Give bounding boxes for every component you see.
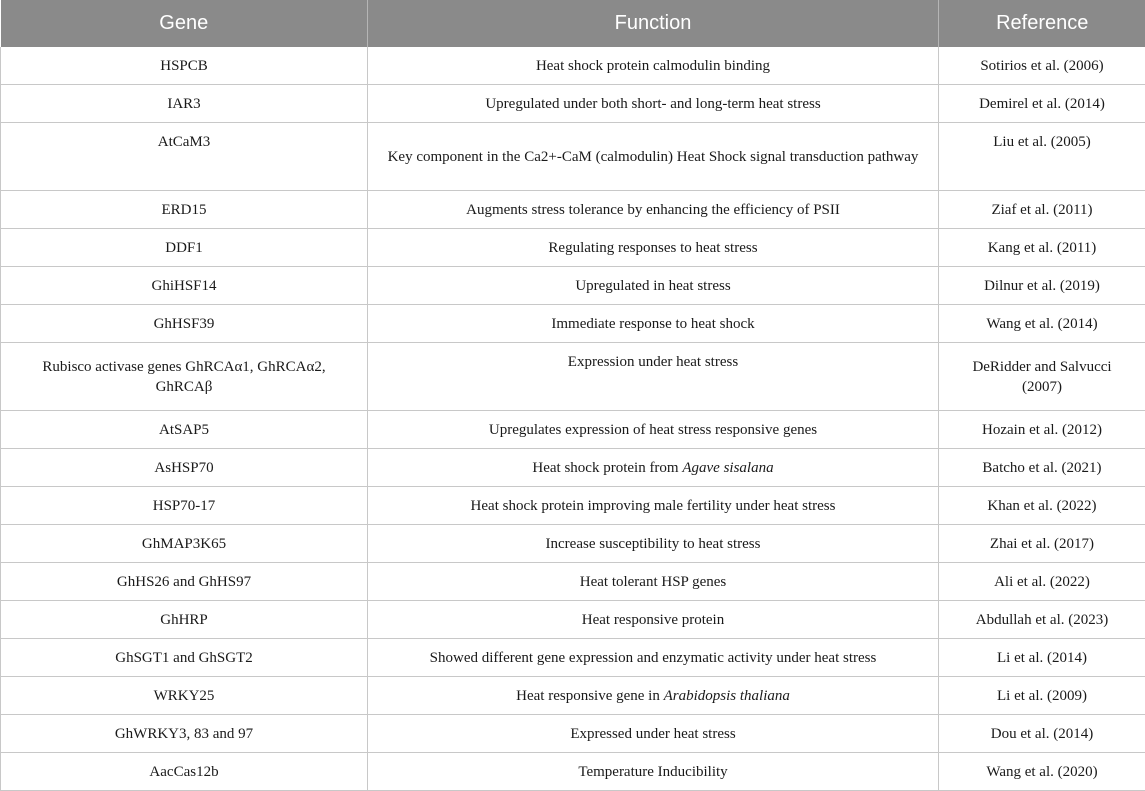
- gene-cell: AtCaM3: [1, 123, 368, 191]
- table-row: [1, 601, 1145, 639]
- table-row: [1, 411, 1145, 449]
- reference-cell: Zhai et al. (2017): [939, 525, 1145, 563]
- header-reference: Reference: [939, 0, 1145, 47]
- reference-cell: Sotirios et al. (2006): [939, 47, 1145, 85]
- table-row: [1, 525, 1145, 563]
- reference-cell: Ali et al. (2022): [939, 563, 1145, 601]
- table-row: [1, 677, 1145, 715]
- reference-cell: Dou et al. (2014): [939, 715, 1145, 753]
- gene-cell: GhHRP: [1, 601, 368, 639]
- reference-cell: Khan et al. (2022): [939, 487, 1145, 525]
- function-cell: Upregulated under both short- and long-term heat stress: [368, 85, 939, 123]
- function-text: Heat shock protein from: [532, 460, 682, 476]
- header-gene: Gene: [1, 0, 368, 47]
- function-cell: Key component in the Ca2+-CaM (calmodulin) Heat Shock signal transduction pathway: [368, 123, 939, 191]
- function-cell: [368, 677, 939, 715]
- gene-cell: Rubisco activase genes GhRCAα1, GhRCAα2, GhRCAβ: [1, 343, 368, 411]
- reference-cell: Hozain et al. (2012): [939, 411, 1145, 449]
- gene-cell: GhiHSF14: [1, 267, 368, 305]
- table-body: [1, 47, 1145, 791]
- table-header: [1, 0, 1145, 47]
- gene-cell: AacCas12b: [1, 753, 368, 791]
- table-row: [1, 343, 1145, 411]
- table-row: [1, 639, 1145, 677]
- reference-cell: Wang et al. (2014): [939, 305, 1145, 343]
- reference-cell: Demirel et al. (2014): [939, 85, 1145, 123]
- function-cell: Heat shock protein improving male fertility under heat stress: [368, 487, 939, 525]
- species-name: Arabidopsis thaliana: [664, 688, 790, 704]
- reference-cell: DeRidder and Salvucci (2007): [939, 343, 1145, 411]
- function-cell: [368, 449, 939, 487]
- table-row: [1, 563, 1145, 601]
- gene-cell: GhWRKY3, 83 and 97: [1, 715, 368, 753]
- reference-cell: Liu et al. (2005): [939, 123, 1145, 191]
- function-cell: Increase susceptibility to heat stress: [368, 525, 939, 563]
- reference-cell: Wang et al. (2020): [939, 753, 1145, 791]
- function-cell: Upregulates expression of heat stress responsive genes: [368, 411, 939, 449]
- function-cell: Expression under heat stress: [368, 343, 939, 411]
- header-row: [1, 0, 1145, 47]
- gene-cell: ERD15: [1, 191, 368, 229]
- gene-cell: AsHSP70: [1, 449, 368, 487]
- function-cell: Heat tolerant HSP genes: [368, 563, 939, 601]
- gene-cell: GhMAP3K65: [1, 525, 368, 563]
- reference-cell: Li et al. (2009): [939, 677, 1145, 715]
- reference-cell: Abdullah et al. (2023): [939, 601, 1145, 639]
- gene-cell: GhHS26 and GhHS97: [1, 563, 368, 601]
- function-text: Heat responsive gene in: [516, 688, 663, 704]
- function-cell: Upregulated in heat stress: [368, 267, 939, 305]
- function-cell: Heat shock protein calmodulin binding: [368, 47, 939, 85]
- table-row: [1, 47, 1145, 85]
- table-row: [1, 449, 1145, 487]
- function-cell: Augments stress tolerance by enhancing the efficiency of PSII: [368, 191, 939, 229]
- gene-cell: WRKY25: [1, 677, 368, 715]
- species-name: Agave sisalana: [682, 460, 773, 476]
- table-row: [1, 191, 1145, 229]
- table-row: [1, 753, 1145, 791]
- gene-cell: GhHSF39: [1, 305, 368, 343]
- reference-cell: Li et al. (2014): [939, 639, 1145, 677]
- reference-cell: Batcho et al. (2021): [939, 449, 1145, 487]
- table-row: [1, 487, 1145, 525]
- table-row: [1, 85, 1145, 123]
- gene-cell: GhSGT1 and GhSGT2: [1, 639, 368, 677]
- header-function: Function: [368, 0, 939, 47]
- table-row: [1, 715, 1145, 753]
- reference-cell: Ziaf et al. (2011): [939, 191, 1145, 229]
- function-cell: Heat responsive protein: [368, 601, 939, 639]
- function-cell: Regulating responses to heat stress: [368, 229, 939, 267]
- reference-cell: Dilnur et al. (2019): [939, 267, 1145, 305]
- table-row: [1, 305, 1145, 343]
- gene-cell: DDF1: [1, 229, 368, 267]
- reference-cell: Kang et al. (2011): [939, 229, 1145, 267]
- table-row: [1, 229, 1145, 267]
- gene-cell: HSPCB: [1, 47, 368, 85]
- function-cell: Immediate response to heat shock: [368, 305, 939, 343]
- function-cell: Temperature Inducibility: [368, 753, 939, 791]
- gene-cell: HSP70-17: [1, 487, 368, 525]
- function-cell: Showed different gene expression and enzymatic activity under heat stress: [368, 639, 939, 677]
- table-row: [1, 267, 1145, 305]
- table-row: [1, 123, 1145, 191]
- function-cell: Expressed under heat stress: [368, 715, 939, 753]
- gene-cell: AtSAP5: [1, 411, 368, 449]
- gene-cell: IAR3: [1, 85, 368, 123]
